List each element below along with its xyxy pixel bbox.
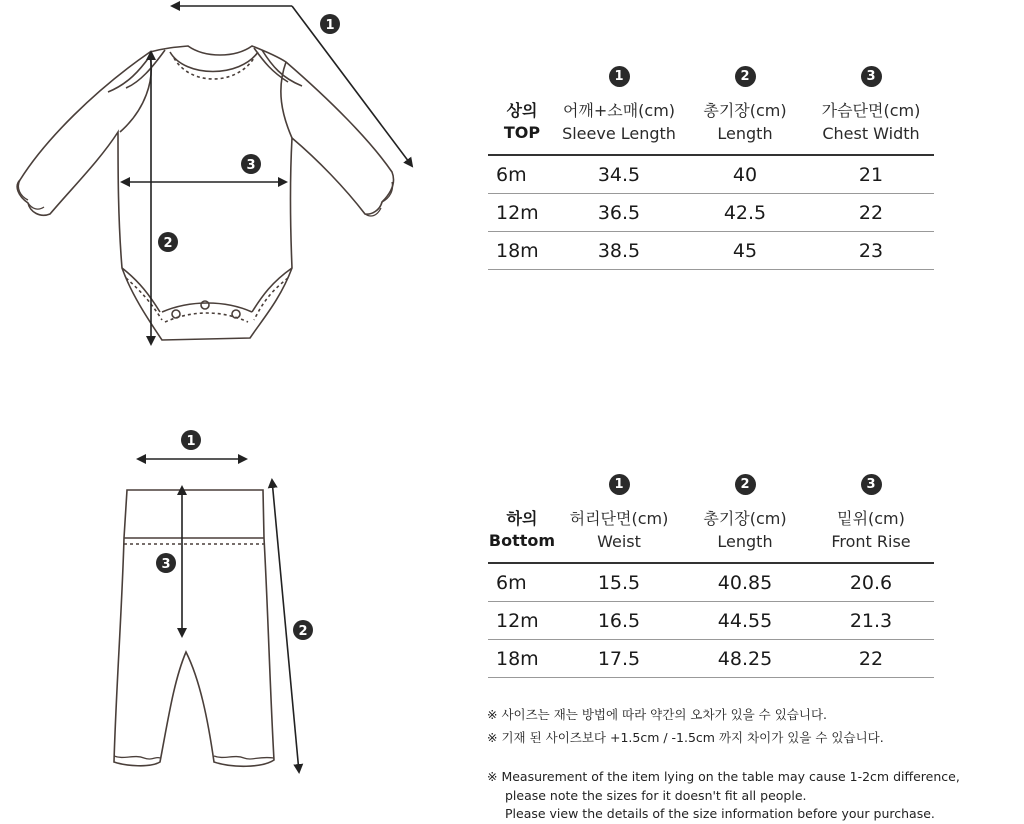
column-header: 허리단면(cm) Weist bbox=[569, 509, 669, 551]
table-row bbox=[488, 156, 934, 194]
section-title: 상의 TOP bbox=[503, 101, 541, 142]
cell-value: 22 bbox=[858, 647, 884, 670]
size-label: 18m bbox=[496, 647, 539, 670]
illustration-label-top-1 bbox=[320, 14, 340, 34]
svg-text:3: 3 bbox=[246, 158, 256, 173]
cell-value: 44.55 bbox=[717, 609, 773, 632]
top-size-table bbox=[488, 62, 934, 270]
column-header: 어깨+소매(cm) Sleeve Length bbox=[562, 101, 676, 143]
cell-value: 36.5 bbox=[597, 201, 641, 224]
marker-1-badge: 1 bbox=[609, 66, 630, 87]
cell-value: 40 bbox=[732, 163, 758, 186]
size-label: 12m bbox=[496, 201, 539, 224]
size-label: 18m bbox=[496, 239, 539, 262]
column-markers bbox=[488, 470, 934, 498]
marker-3-badge: 3 bbox=[861, 474, 882, 495]
marker-2-badge: 2 bbox=[735, 474, 756, 495]
cell-value: 20.6 bbox=[849, 571, 893, 594]
marker-3-badge: 3 bbox=[861, 66, 882, 87]
cell-value: 34.5 bbox=[597, 163, 641, 186]
cell-value: 40.85 bbox=[717, 571, 773, 594]
note-kr-2: ※ 기재 된 사이즈보다 +1.5cm / -1.5cm 까지 차이가 있을 수 있습니다. bbox=[487, 730, 884, 745]
marker-2-badge: 2 bbox=[735, 66, 756, 87]
size-label: 12m bbox=[496, 609, 539, 632]
illustration-label-top-2 bbox=[158, 232, 178, 252]
cell-value: 42.5 bbox=[723, 201, 767, 224]
cell-value: 16.5 bbox=[597, 609, 641, 632]
note-en-3: Please view the details of the size information before your purchase. bbox=[505, 806, 935, 821]
table-row bbox=[488, 232, 934, 270]
pants-measure-arrows bbox=[138, 459, 299, 772]
size-label: 6m bbox=[496, 163, 527, 186]
svg-text:3: 3 bbox=[161, 557, 171, 572]
table-row bbox=[488, 194, 934, 232]
cell-value: 38.5 bbox=[597, 239, 641, 262]
column-header: 밑위(cm) Front Rise bbox=[831, 509, 911, 551]
cell-value: 21 bbox=[858, 163, 884, 186]
size-notes bbox=[487, 705, 997, 824]
column-header: 총기장(cm) Length bbox=[703, 509, 787, 551]
svg-text:1: 1 bbox=[186, 434, 196, 449]
cell-value: 22 bbox=[858, 201, 884, 224]
table-row bbox=[488, 640, 934, 678]
column-markers bbox=[488, 62, 934, 90]
cell-value: 21.3 bbox=[849, 609, 893, 632]
cell-value: 17.5 bbox=[597, 647, 641, 670]
size-label: 6m bbox=[496, 571, 527, 594]
pants-drawing bbox=[114, 490, 274, 766]
table-row bbox=[488, 602, 934, 640]
svg-text:2: 2 bbox=[163, 236, 173, 251]
garment-illustrations bbox=[0, 0, 480, 820]
cell-value: 15.5 bbox=[597, 571, 641, 594]
section-title: 하의 Bottom bbox=[488, 509, 556, 550]
cell-value: 48.25 bbox=[717, 647, 773, 670]
illustration-label-bottom-2 bbox=[293, 620, 313, 640]
table-row bbox=[488, 564, 934, 602]
column-header: 총기장(cm) Length bbox=[703, 101, 787, 143]
note-en-2: please note the sizes for it doesn't fit all people. bbox=[505, 787, 807, 803]
column-header: 가슴단면(cm) Chest Width bbox=[821, 101, 921, 143]
bodysuit-drawing bbox=[17, 46, 393, 340]
svg-text:2: 2 bbox=[298, 624, 308, 639]
note-en bbox=[487, 768, 997, 824]
cell-value: 23 bbox=[858, 239, 884, 262]
table-header bbox=[488, 498, 934, 564]
illustration-label-bottom-1 bbox=[181, 430, 201, 450]
illustration-label-bottom-3 bbox=[156, 553, 176, 573]
table-header bbox=[488, 90, 934, 156]
svg-text:1: 1 bbox=[325, 18, 335, 33]
note-kr-1: ※ 사이즈는 재는 방법에 따라 약간의 오차가 있을 수 있습니다. bbox=[487, 707, 828, 722]
marker-1-badge: 1 bbox=[609, 474, 630, 495]
cell-value: 45 bbox=[732, 239, 758, 262]
illustration-label-top-3 bbox=[241, 154, 261, 174]
note-en-1: ※ Measurement of the item lying on the table may cause 1-2cm difference, bbox=[487, 769, 960, 784]
bottom-size-table bbox=[488, 470, 934, 678]
